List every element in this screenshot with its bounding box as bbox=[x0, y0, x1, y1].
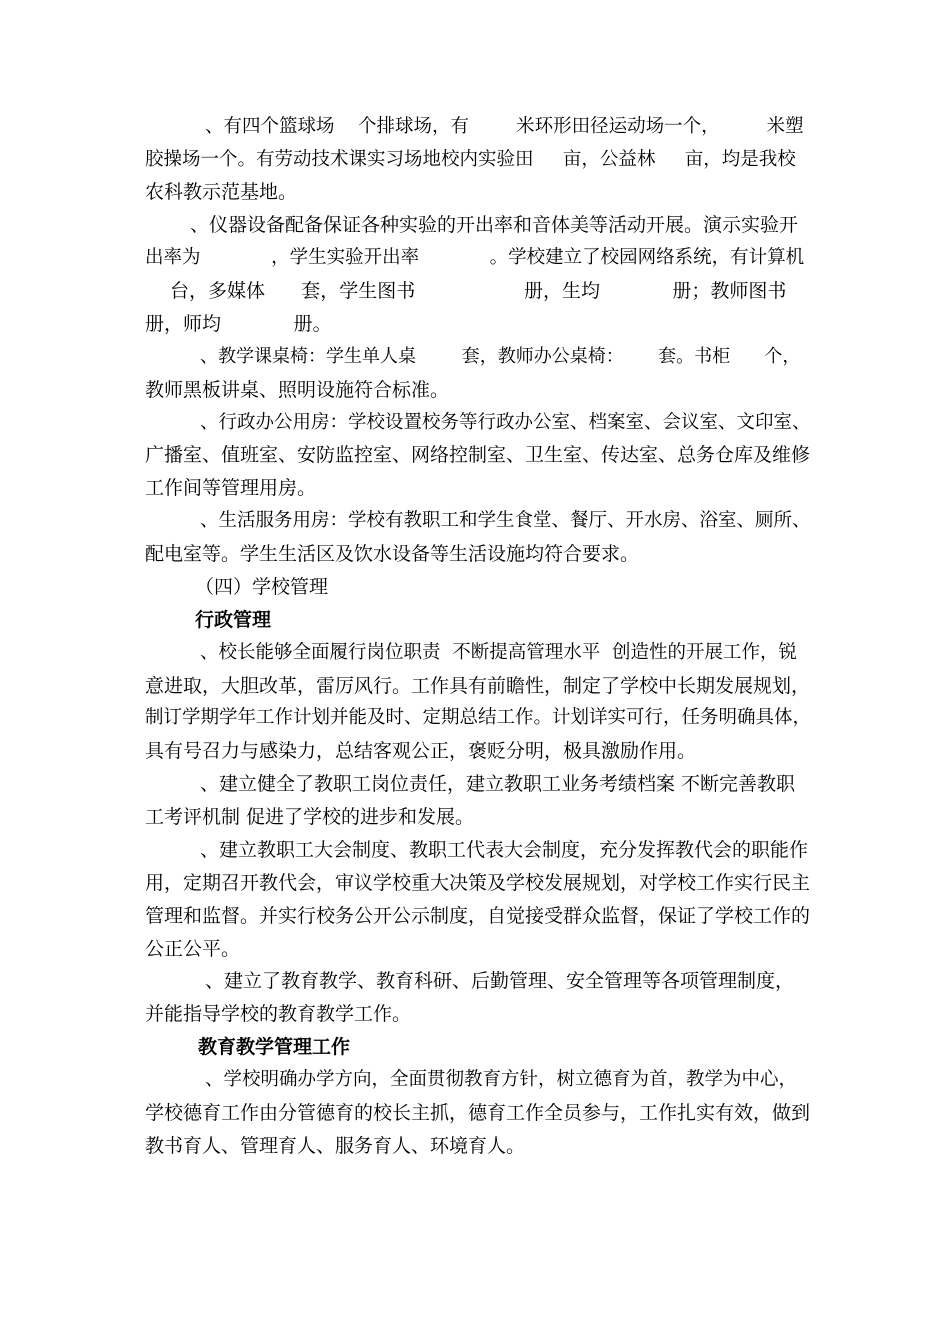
paragraph-line: 配电室等。学生生活区及饮水设备等生活设施均符合要求。 bbox=[145, 543, 640, 565]
paragraph-line: 用，定期召开教代会，审议学校重大决策及学校发展规划，对学校工作实行民主 bbox=[145, 872, 811, 894]
paragraph-line: 、行政办公用房：学校设置校务等行政办公室、档案室、会议室、文印室、 bbox=[200, 412, 811, 433]
paragraph-line: 工作间等管理用房。 bbox=[145, 477, 317, 499]
paragraph-line: 具有号召力与感染力，总结客观公正，褒贬分明，极具激励作用。 bbox=[145, 740, 697, 762]
paragraph-line: 、有四个篮球场 个排球场，有 米环形田径运动场一个， 米塑 bbox=[205, 116, 804, 137]
paragraph-line: 台，多媒体 套，学生图书 册，生均 册；教师图书 bbox=[170, 280, 787, 302]
paragraph-line: 、生活服务用房：学校有教职工和学生食堂、餐厅、开水房、浴室、厕所、 bbox=[200, 510, 811, 531]
paragraph-line: 公正公平。 bbox=[145, 938, 241, 960]
paragraph-line: 制订学期学年工作计划并能及时、定期总结工作。计划详实可行，任务明确具体， bbox=[145, 707, 812, 728]
paragraph-line: 教师黑板讲桌、照明设施符合标准。 bbox=[145, 379, 450, 401]
paragraph-line: 学校德育工作由分管德育的校长主抓，德育工作全员参与，工作扎实有效，做到 bbox=[145, 1102, 811, 1124]
paragraph-line: 胶操场一个。有劳动技术课实习场地校内实验田 亩，公益林 亩，均是我校 bbox=[145, 149, 796, 170]
paragraph-line: 教书育人、管理育人、服务育人、环境育人。 bbox=[145, 1135, 526, 1157]
subsection-heading: 行政管理 bbox=[195, 609, 272, 631]
subsection-heading: 教育教学管理工作 bbox=[198, 1036, 351, 1058]
paragraph-line: 、校长能够全面履行岗位职责 不断提高管理水平 创造性的开展工作，锐 bbox=[200, 642, 798, 663]
paragraph-line: 、教学课桌椅：学生单人桌 套，教师办公桌椅： 套。书柜 个， bbox=[200, 346, 801, 367]
paragraph-line: 、建立教职工大会制度、教职工代表大会制度，充分发挥教代会的职能作 bbox=[200, 839, 809, 861]
paragraph-line: 并能指导学校的教育教学工作。 bbox=[145, 1003, 412, 1025]
paragraph-line: 工考评机制 促进了学校的进步和发展。 bbox=[145, 806, 475, 828]
paragraph-line: 、学校明确办学方向，全面贯彻教育方针，树立德育为首，教学为中心， bbox=[205, 1069, 798, 1090]
paragraph-line: 册，师均 册。 bbox=[145, 313, 332, 335]
paragraph-line: 管理和监督。并实行校务公开公示制度，自觉接受群众监督，保证了学校工作的 bbox=[145, 905, 811, 927]
paragraph-line: 农科教示范基地。 bbox=[145, 181, 298, 203]
paragraph-line: 、建立了教育教学、教育科研、后勤管理、安全管理等各项管理制度， bbox=[205, 970, 795, 992]
paragraph-line: 出率为 ，学生实验开出率 。学校建立了校园网络系统，有计算机 bbox=[145, 247, 805, 268]
paragraph-line: 、仪器设备配备保证各种实验的开出率和音体美等活动开展。演示实验开 bbox=[190, 214, 799, 236]
paragraph-line: 意进取，大胆改革，雷厉风行。工作具有前瞻性，制定了学校中长期发展规划， bbox=[145, 675, 811, 697]
section-heading: （四）学校管理 bbox=[195, 576, 329, 598]
paragraph-line: 广播室、值班室、安防监控室、网络控制室、卫生室、传达室、总务仓库及维修 bbox=[145, 444, 811, 466]
paragraph-line: 、建立健全了教职工岗位责任，建立教职工业务考绩档案 不断完善教职 bbox=[200, 773, 796, 795]
